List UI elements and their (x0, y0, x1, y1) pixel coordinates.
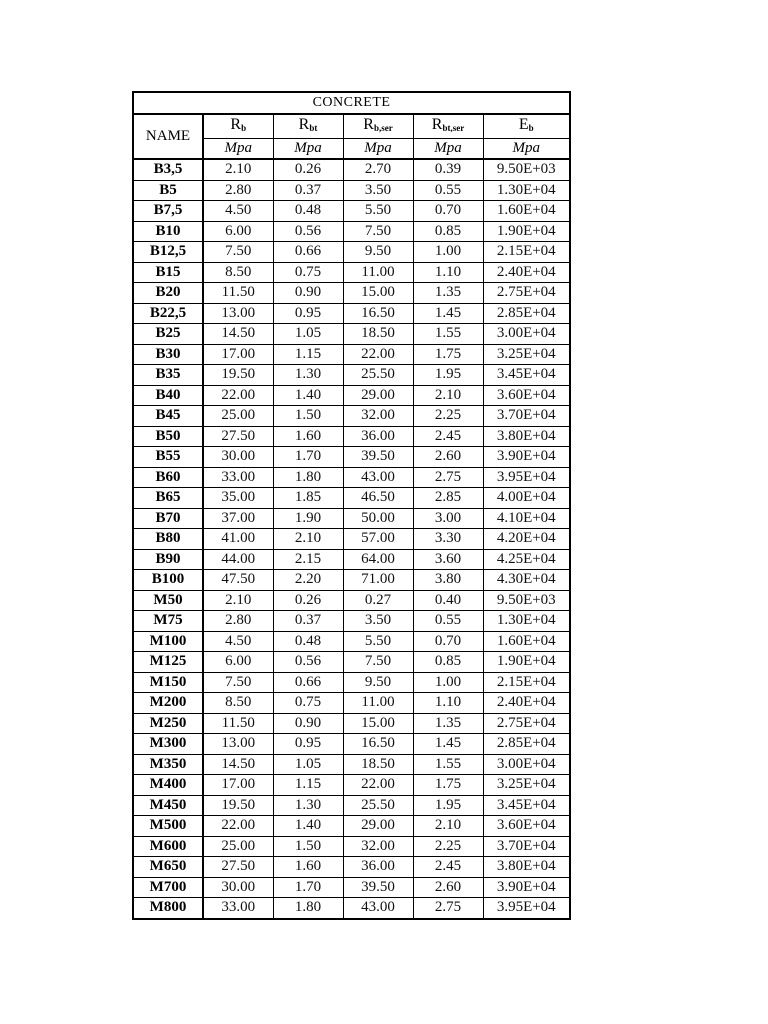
value-cell: 17.00 (203, 775, 273, 796)
value-cell: 25.00 (203, 836, 273, 857)
value-cell: 0.26 (273, 159, 343, 180)
value-cell: 0.27 (343, 590, 413, 611)
grade-name-cell: B3,5 (133, 159, 203, 180)
value-cell: 19.50 (203, 365, 273, 386)
grade-name-cell: M300 (133, 734, 203, 755)
value-cell: 1.40 (273, 385, 343, 406)
value-cell: 1.10 (413, 693, 483, 714)
grade-name-cell: M250 (133, 713, 203, 734)
value-cell: 0.70 (413, 631, 483, 652)
table-row (133, 447, 570, 468)
value-cell: 2.10 (273, 529, 343, 550)
value-cell: 1.15 (273, 775, 343, 796)
value-cell: 0.70 (413, 201, 483, 222)
value-cell: 16.50 (343, 303, 413, 324)
table-row (133, 590, 570, 611)
table-row (133, 857, 570, 878)
value-cell: 36.00 (343, 426, 413, 447)
value-cell: 6.00 (203, 652, 273, 673)
value-cell: 1.10 (413, 262, 483, 283)
value-cell: 1.90E+04 (483, 221, 570, 242)
value-cell: 0.55 (413, 611, 483, 632)
value-cell: 1.00 (413, 242, 483, 263)
unit-label: Mpa (343, 138, 413, 159)
value-cell: 3.95E+04 (483, 467, 570, 488)
value-cell: 44.00 (203, 549, 273, 570)
value-cell: 14.50 (203, 324, 273, 345)
column-header-rbt: $R_{bt}$ (273, 114, 343, 139)
value-cell: 36.00 (343, 857, 413, 878)
table-row (133, 467, 570, 488)
value-cell: 32.00 (343, 406, 413, 427)
table-row (133, 283, 570, 304)
table-row (133, 303, 570, 324)
value-cell: 2.15E+04 (483, 672, 570, 693)
value-cell: 7.50 (343, 221, 413, 242)
value-cell: 2.10 (203, 590, 273, 611)
table-row (133, 795, 570, 816)
value-cell: 43.00 (343, 467, 413, 488)
value-cell: 1.85 (273, 488, 343, 509)
value-cell: 3.45E+04 (483, 365, 570, 386)
value-cell: 2.85 (413, 488, 483, 509)
value-cell: 4.25E+04 (483, 549, 570, 570)
grade-name-cell: B40 (133, 385, 203, 406)
title-row (133, 92, 570, 114)
value-cell: 1.60E+04 (483, 201, 570, 222)
value-cell: 0.85 (413, 221, 483, 242)
value-cell: 1.80 (273, 898, 343, 919)
value-cell: 15.00 (343, 283, 413, 304)
column-header-rb-ser: $R_{b,ser}$ (343, 114, 413, 139)
value-cell: 1.45 (413, 734, 483, 755)
value-cell: 22.00 (343, 344, 413, 365)
grade-name-cell: M800 (133, 898, 203, 919)
grade-name-cell: M75 (133, 611, 203, 632)
value-cell: 2.75E+04 (483, 283, 570, 304)
value-cell: 2.40E+04 (483, 693, 570, 714)
value-cell: 4.50 (203, 201, 273, 222)
value-cell: 3.25E+04 (483, 344, 570, 365)
table-row (133, 242, 570, 263)
grade-name-cell: M650 (133, 857, 203, 878)
value-cell: 1.30E+04 (483, 180, 570, 201)
table-row (133, 775, 570, 796)
value-cell: 30.00 (203, 877, 273, 898)
value-cell: 11.50 (203, 283, 273, 304)
value-cell: 1.35 (413, 713, 483, 734)
value-cell: 1.50 (273, 836, 343, 857)
grade-name-cell: B20 (133, 283, 203, 304)
table-row (133, 385, 570, 406)
value-cell: 3.60E+04 (483, 385, 570, 406)
value-cell: 29.00 (343, 385, 413, 406)
table-row (133, 713, 570, 734)
value-cell: 27.50 (203, 426, 273, 447)
value-cell: 39.50 (343, 447, 413, 468)
grade-name-cell: B30 (133, 344, 203, 365)
name-column-header: NAME (133, 114, 203, 160)
value-cell: 0.37 (273, 180, 343, 201)
table-row (133, 488, 570, 509)
value-cell: 57.00 (343, 529, 413, 550)
table-row (133, 836, 570, 857)
grade-name-cell: B65 (133, 488, 203, 509)
value-cell: 4.50 (203, 631, 273, 652)
value-cell: 3.00E+04 (483, 754, 570, 775)
column-header-eb: $E_b$ (483, 114, 570, 139)
value-cell: 3.60 (413, 549, 483, 570)
value-cell: 2.80 (203, 180, 273, 201)
value-cell: 19.50 (203, 795, 273, 816)
value-cell: 1.60 (273, 426, 343, 447)
table-row (133, 570, 570, 591)
value-cell: 3.80E+04 (483, 426, 570, 447)
value-cell: 17.00 (203, 344, 273, 365)
value-cell: 2.70 (343, 159, 413, 180)
value-cell: 2.10 (413, 816, 483, 837)
value-cell: 1.35 (413, 283, 483, 304)
grade-name-cell: B50 (133, 426, 203, 447)
value-cell: 1.55 (413, 754, 483, 775)
grade-name-cell: M150 (133, 672, 203, 693)
value-cell: 8.50 (203, 262, 273, 283)
value-cell: 0.66 (273, 242, 343, 263)
value-cell: 41.00 (203, 529, 273, 550)
value-cell: 1.70 (273, 447, 343, 468)
value-cell: 4.10E+04 (483, 508, 570, 529)
grade-name-cell: B10 (133, 221, 203, 242)
value-cell: 2.40E+04 (483, 262, 570, 283)
value-cell: 8.50 (203, 693, 273, 714)
value-cell: 0.90 (273, 283, 343, 304)
value-cell: 11.00 (343, 693, 413, 714)
value-cell: 9.50E+03 (483, 159, 570, 180)
value-cell: 3.00 (413, 508, 483, 529)
value-cell: 2.85E+04 (483, 303, 570, 324)
value-cell: 39.50 (343, 877, 413, 898)
value-cell: 13.00 (203, 734, 273, 755)
symbol-row (133, 114, 570, 139)
value-cell: 35.00 (203, 488, 273, 509)
value-cell: 11.50 (203, 713, 273, 734)
value-cell: 3.45E+04 (483, 795, 570, 816)
table-row (133, 221, 570, 242)
value-cell: 3.25E+04 (483, 775, 570, 796)
table-row (133, 406, 570, 427)
value-cell: 0.75 (273, 693, 343, 714)
value-cell: 3.50 (343, 611, 413, 632)
value-cell: 2.10 (203, 159, 273, 180)
grade-name-cell: B90 (133, 549, 203, 570)
value-cell: 0.95 (273, 734, 343, 755)
grade-name-cell: M700 (133, 877, 203, 898)
value-cell: 7.50 (343, 652, 413, 673)
table-row (133, 672, 570, 693)
grade-name-cell: B100 (133, 570, 203, 591)
value-cell: 1.80 (273, 467, 343, 488)
value-cell: 3.95E+04 (483, 898, 570, 919)
concrete-table (132, 91, 571, 920)
table-row (133, 529, 570, 550)
value-cell: 30.00 (203, 447, 273, 468)
value-cell: 33.00 (203, 467, 273, 488)
value-cell: 15.00 (343, 713, 413, 734)
value-cell: 37.00 (203, 508, 273, 529)
table-row (133, 344, 570, 365)
value-cell: 29.00 (343, 816, 413, 837)
table-title: CONCRETE (133, 92, 570, 114)
value-cell: 2.15E+04 (483, 242, 570, 263)
value-cell: 2.45 (413, 857, 483, 878)
value-cell: 1.05 (273, 324, 343, 345)
grade-name-cell: M600 (133, 836, 203, 857)
table-row (133, 611, 570, 632)
table-row (133, 508, 570, 529)
value-cell: 33.00 (203, 898, 273, 919)
value-cell: 1.60 (273, 857, 343, 878)
value-cell: 3.00E+04 (483, 324, 570, 345)
value-cell: 4.00E+04 (483, 488, 570, 509)
grade-name-cell: M350 (133, 754, 203, 775)
table-row (133, 754, 570, 775)
table-row (133, 816, 570, 837)
value-cell: 16.50 (343, 734, 413, 755)
value-cell: 1.90E+04 (483, 652, 570, 673)
grade-name-cell: B80 (133, 529, 203, 550)
value-cell: 25.50 (343, 795, 413, 816)
value-cell: 1.15 (273, 344, 343, 365)
value-cell: 3.80 (413, 570, 483, 591)
value-cell: 4.30E+04 (483, 570, 570, 591)
table-row (133, 877, 570, 898)
value-cell: 22.00 (203, 385, 273, 406)
value-cell: 1.00 (413, 672, 483, 693)
value-cell: 5.50 (343, 631, 413, 652)
grade-name-cell: M400 (133, 775, 203, 796)
value-cell: 0.85 (413, 652, 483, 673)
value-cell: 2.45 (413, 426, 483, 447)
value-cell: 3.70E+04 (483, 406, 570, 427)
value-cell: 0.95 (273, 303, 343, 324)
value-cell: 3.30 (413, 529, 483, 550)
unit-label: Mpa (413, 138, 483, 159)
table-row (133, 324, 570, 345)
value-cell: 7.50 (203, 672, 273, 693)
value-cell: 0.75 (273, 262, 343, 283)
value-cell: 22.00 (203, 816, 273, 837)
value-cell: 3.70E+04 (483, 836, 570, 857)
value-cell: 3.90E+04 (483, 877, 570, 898)
value-cell: 1.05 (273, 754, 343, 775)
table-row (133, 159, 570, 180)
value-cell: 1.30 (273, 365, 343, 386)
value-cell: 2.85E+04 (483, 734, 570, 755)
value-cell: 27.50 (203, 857, 273, 878)
value-cell: 0.66 (273, 672, 343, 693)
value-cell: 2.10 (413, 385, 483, 406)
value-cell: 0.39 (413, 159, 483, 180)
value-cell: 1.50 (273, 406, 343, 427)
value-cell: 3.80E+04 (483, 857, 570, 878)
value-cell: 1.30 (273, 795, 343, 816)
value-cell: 1.45 (413, 303, 483, 324)
value-cell: 2.60 (413, 877, 483, 898)
value-cell: 0.26 (273, 590, 343, 611)
value-cell: 0.48 (273, 201, 343, 222)
value-cell: 1.30E+04 (483, 611, 570, 632)
value-cell: 1.55 (413, 324, 483, 345)
column-header-rb: $R_b$ (203, 114, 273, 139)
value-cell: 0.56 (273, 221, 343, 242)
value-cell: 25.00 (203, 406, 273, 427)
unit-label: Mpa (483, 138, 570, 159)
unit-label: Mpa (273, 138, 343, 159)
value-cell: 22.00 (343, 775, 413, 796)
value-cell: 5.50 (343, 201, 413, 222)
table-row (133, 652, 570, 673)
value-cell: 3.60E+04 (483, 816, 570, 837)
table-row (133, 898, 570, 919)
grade-name-cell: M200 (133, 693, 203, 714)
grade-name-cell: M450 (133, 795, 203, 816)
value-cell: 43.00 (343, 898, 413, 919)
value-cell: 0.40 (413, 590, 483, 611)
table-row (133, 631, 570, 652)
grade-name-cell: B25 (133, 324, 203, 345)
value-cell: 18.50 (343, 754, 413, 775)
grade-name-cell: B70 (133, 508, 203, 529)
value-cell: 9.50E+03 (483, 590, 570, 611)
table-row (133, 693, 570, 714)
value-cell: 7.50 (203, 242, 273, 263)
grade-name-cell: B22,5 (133, 303, 203, 324)
value-cell: 2.80 (203, 611, 273, 632)
value-cell: 2.15 (273, 549, 343, 570)
value-cell: 1.75 (413, 344, 483, 365)
value-cell: 3.50 (343, 180, 413, 201)
table-body (133, 159, 570, 919)
grade-name-cell: B35 (133, 365, 203, 386)
value-cell: 2.75 (413, 467, 483, 488)
value-cell: 11.00 (343, 262, 413, 283)
value-cell: 4.20E+04 (483, 529, 570, 550)
value-cell: 1.95 (413, 365, 483, 386)
value-cell: 50.00 (343, 508, 413, 529)
column-header-rbt-ser: $R_{bt,ser}$ (413, 114, 483, 139)
value-cell: 1.60E+04 (483, 631, 570, 652)
value-cell: 0.56 (273, 652, 343, 673)
grade-name-cell: M50 (133, 590, 203, 611)
value-cell: 46.50 (343, 488, 413, 509)
value-cell: 71.00 (343, 570, 413, 591)
table-row (133, 734, 570, 755)
value-cell: 9.50 (343, 242, 413, 263)
value-cell: 6.00 (203, 221, 273, 242)
grade-name-cell: M125 (133, 652, 203, 673)
grade-name-cell: B15 (133, 262, 203, 283)
table-row (133, 180, 570, 201)
value-cell: 1.95 (413, 795, 483, 816)
value-cell: 2.60 (413, 447, 483, 468)
value-cell: 1.70 (273, 877, 343, 898)
unit-label: Mpa (203, 138, 273, 159)
value-cell: 1.40 (273, 816, 343, 837)
grade-name-cell: B45 (133, 406, 203, 427)
value-cell: 25.50 (343, 365, 413, 386)
grade-name-cell: M100 (133, 631, 203, 652)
table-row (133, 365, 570, 386)
value-cell: 0.90 (273, 713, 343, 734)
value-cell: 2.20 (273, 570, 343, 591)
table-row (133, 426, 570, 447)
value-cell: 18.50 (343, 324, 413, 345)
table-row (133, 262, 570, 283)
value-cell: 2.25 (413, 836, 483, 857)
table-row (133, 549, 570, 570)
grade-name-cell: B12,5 (133, 242, 203, 263)
value-cell: 32.00 (343, 836, 413, 857)
value-cell: 0.37 (273, 611, 343, 632)
value-cell: 2.75 (413, 898, 483, 919)
value-cell: 9.50 (343, 672, 413, 693)
value-cell: 64.00 (343, 549, 413, 570)
value-cell: 13.00 (203, 303, 273, 324)
value-cell: 2.25 (413, 406, 483, 427)
value-cell: 0.55 (413, 180, 483, 201)
grade-name-cell: B60 (133, 467, 203, 488)
grade-name-cell: B5 (133, 180, 203, 201)
table-row (133, 201, 570, 222)
value-cell: 1.90 (273, 508, 343, 529)
value-cell: 0.48 (273, 631, 343, 652)
value-cell: 2.75E+04 (483, 713, 570, 734)
value-cell: 14.50 (203, 754, 273, 775)
value-cell: 47.50 (203, 570, 273, 591)
value-cell: 3.90E+04 (483, 447, 570, 468)
grade-name-cell: B55 (133, 447, 203, 468)
value-cell: 1.75 (413, 775, 483, 796)
grade-name-cell: B7,5 (133, 201, 203, 222)
grade-name-cell: M500 (133, 816, 203, 837)
